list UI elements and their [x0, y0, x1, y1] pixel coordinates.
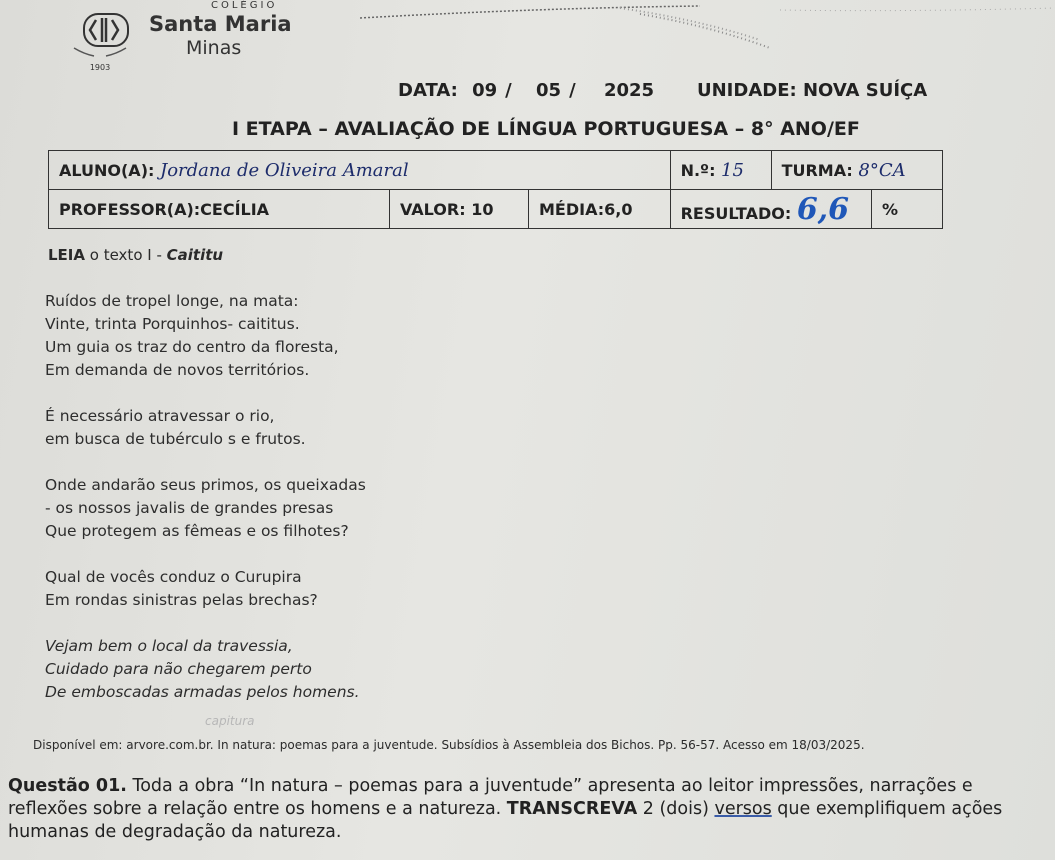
resultado-cell: [670, 190, 871, 229]
logo-colegio: COLÉGIO: [211, 0, 278, 11]
exam-title: I ETAPA – AVALIAÇÃO DE LÍNGUA PORTUGUESA – 8° ANO/EF: [232, 118, 860, 140]
school-emblem-icon: [70, 4, 130, 74]
student-label: ALUNO(A):: [59, 160, 155, 180]
table-row: [49, 190, 943, 229]
source-citation: Disponível em: arvore.com.br. In natura: poemas para a juventude. Subsídios à Assembleia dos Bichos. Pp. 56-57. Acesso em 18/03/2025.: [33, 738, 865, 752]
number-cell: [670, 151, 771, 190]
date-row: [398, 80, 662, 101]
poem-line: em busca de tubérculo s e frutos.: [45, 430, 306, 448]
poem-line: Em demanda de novos territórios.: [45, 361, 310, 379]
poem-line: Em rondas sinistras pelas brechas?: [45, 591, 318, 609]
date-label: DATA:: [398, 80, 458, 101]
class-handwritten: 8°CA: [858, 159, 906, 181]
reading-instruction: [48, 246, 223, 264]
logo-name-line2: Minas: [186, 37, 242, 59]
percent-cell: %: [872, 190, 943, 229]
date-sep-2: /: [569, 80, 576, 101]
poem-line: Vejam bem o local da travessia,: [45, 637, 293, 655]
logo-name-line1: Santa Maria: [149, 12, 292, 36]
table-row: [49, 151, 943, 190]
poem-line: - os nossos javalis de grandes presas: [45, 499, 334, 517]
date-month: 05: [536, 80, 562, 101]
valor-cell: VALOR: 10: [390, 190, 529, 229]
leia-prefix: LEIA: [48, 246, 85, 264]
question-text-3: que exemplifiquem ações humanas de degradação da natureza.: [8, 799, 1003, 842]
poem-line: De emboscadas armadas pelos homens.: [45, 683, 360, 701]
school-logo: [60, 0, 300, 80]
teacher-cell: PROFESSOR(A):CECÍLIA: [49, 190, 390, 229]
date-year: 2025: [603, 80, 655, 101]
poem-line: Que protegem as fêmeas e os filhotes?: [45, 522, 349, 540]
poem-line: Um guia os traz do centro da floresta,: [45, 338, 339, 356]
question-01: [8, 775, 1048, 844]
class-cell: [771, 151, 942, 190]
poem-line: Ruídos de tropel longe, na mata:: [45, 292, 299, 310]
question-underlined-word: versos: [714, 799, 772, 819]
poem-stanza-2: [45, 405, 366, 451]
poem-stanza-4: [45, 566, 366, 612]
poem-stanza-5: [45, 635, 366, 704]
poem-line: Qual de vocês conduz o Curupira: [45, 568, 302, 586]
faint-pencil-note: capitura: [205, 714, 255, 728]
number-handwritten: 15: [721, 159, 744, 181]
question-command: TRANSCREVA: [506, 799, 638, 819]
poem-stanza-3: [45, 474, 366, 543]
number-label: N.º:: [680, 160, 716, 180]
question-text-2: 2 (dois): [637, 799, 715, 819]
logo-year: 1903: [89, 63, 111, 72]
poem-line: É necessário atravessar o rio,: [45, 407, 275, 425]
poem-line: Vinte, trinta Porquinhos- caititus.: [45, 315, 300, 333]
date-day: 09: [472, 80, 498, 101]
question-number: Questão 01.: [8, 776, 127, 796]
media-cell: MÉDIA:6,0: [529, 190, 671, 229]
student-name-cell: [49, 151, 671, 190]
resultado-label: RESULTADO:: [680, 203, 792, 223]
question-text-1: Toda a obra “In natura – poemas para a juventude” apresenta ao leitor impressões, narrações e reflexões sobre a relação entre os homens e a natureza.: [8, 776, 973, 819]
header-decoration: [340, 0, 1055, 60]
poem-line: Cuidado para não chegarem perto: [45, 660, 312, 678]
class-label: TURMA:: [781, 160, 853, 180]
student-info-table: [48, 150, 943, 229]
poem: [45, 290, 366, 727]
leia-text: o texto I -: [85, 246, 167, 264]
unit-label: UNIDADE: NOVA SUÍÇA: [697, 80, 928, 101]
student-name-handwritten: Jordana de Oliveira Amaral: [159, 159, 409, 181]
poem-line: Onde andarão seus primos, os queixadas: [45, 476, 366, 494]
resultado-handwritten: 6,6: [796, 191, 850, 227]
poem-stanza-1: [45, 290, 366, 382]
date-sep-1: /: [505, 80, 512, 101]
poem-title: Caititu: [166, 246, 224, 264]
